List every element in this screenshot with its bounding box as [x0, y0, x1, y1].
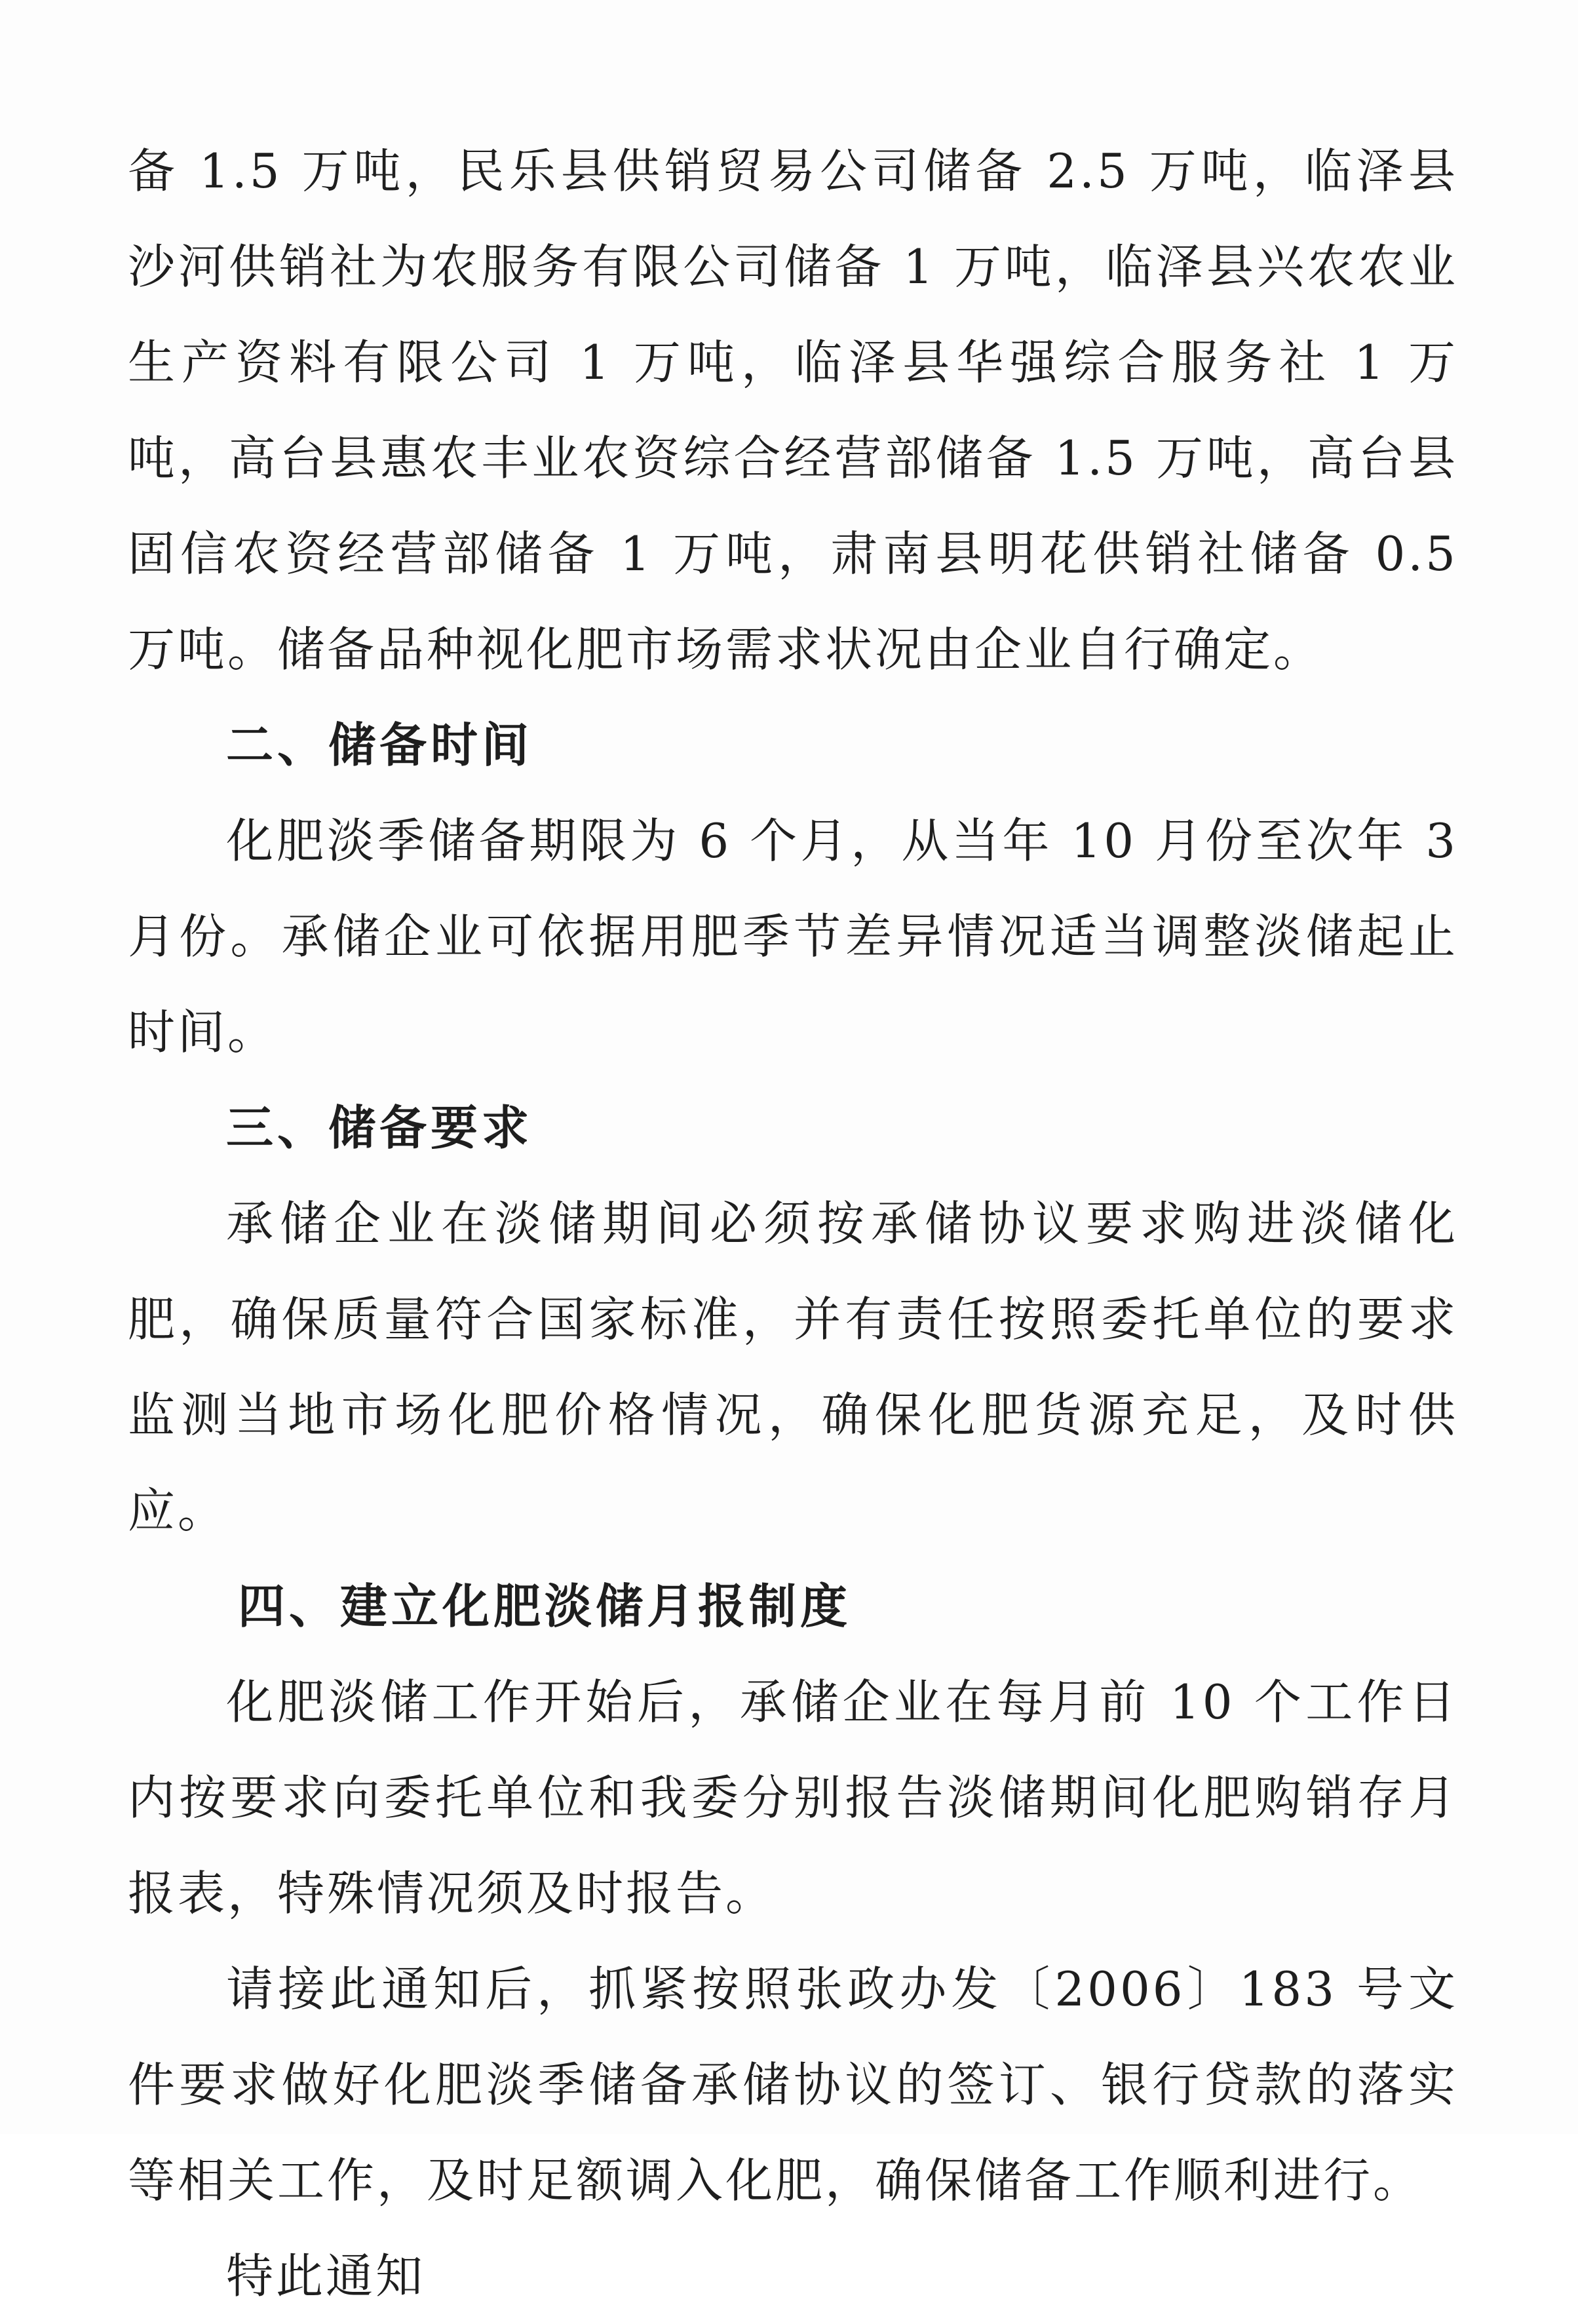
sign-off: 特此通知: [226, 2249, 426, 2304]
document-body: [128, 123, 1458, 2324]
closing-paragraph: 请接此通知后，抓紧按照张政办发〔2006〕183 号文件要求做好化肥淡季储备承储协议的签订、银行贷款的落实等相关工作，及时足额调入化肥，确保储备工作顺利进行。: [128, 1962, 1458, 2208]
section-heading-monthly-report: 四、建立化肥淡储月报制度: [238, 1579, 852, 1634]
section-paragraph-storage-requirements: 承储企业在淡储期间必须按承储协议要求购进淡储化肥，确保质量符合国家标准，并有责任按照委托单位的要求监测当地市场化肥价格情况，确保化肥货源充足，及时供应。: [128, 1196, 1458, 1538]
section-heading-storage-time: 二、储备时间: [226, 718, 533, 773]
intro-paragraph: 备 1.5 万吨，民乐县供销贸易公司储备 2.5 万吨，临泽县沙河供销社为农服务有限公司储备 1 万吨，临泽县兴农农业生产资料有限公司 1 万吨，临泽县华强综合服务社 1 万吨，高台县惠农丰业农资综合经营部储备 1.5 万吨，高台县固信农资经营部储备 1 万吨，肃南县明花供销社储备 0.5 万吨。储备品种视化肥市场需求状况由企业自行确定。: [128, 144, 1458, 677]
section-heading-storage-requirements: 三、储备要求: [226, 1100, 533, 1155]
section-paragraph-monthly-report: 化肥淡储工作开始后，承储企业在每月前 10 个工作日内按要求向委托单位和我委分别报告淡储期间化肥购销存月报表，特殊情况须及时报告。: [128, 1675, 1458, 1921]
section-paragraph-storage-time: 化肥淡季储备期限为 6 个月，从当年 10 月份至次年 3 月份。承储企业可依据用肥季节差异情况适当调整淡储起止时间。: [128, 813, 1458, 1060]
